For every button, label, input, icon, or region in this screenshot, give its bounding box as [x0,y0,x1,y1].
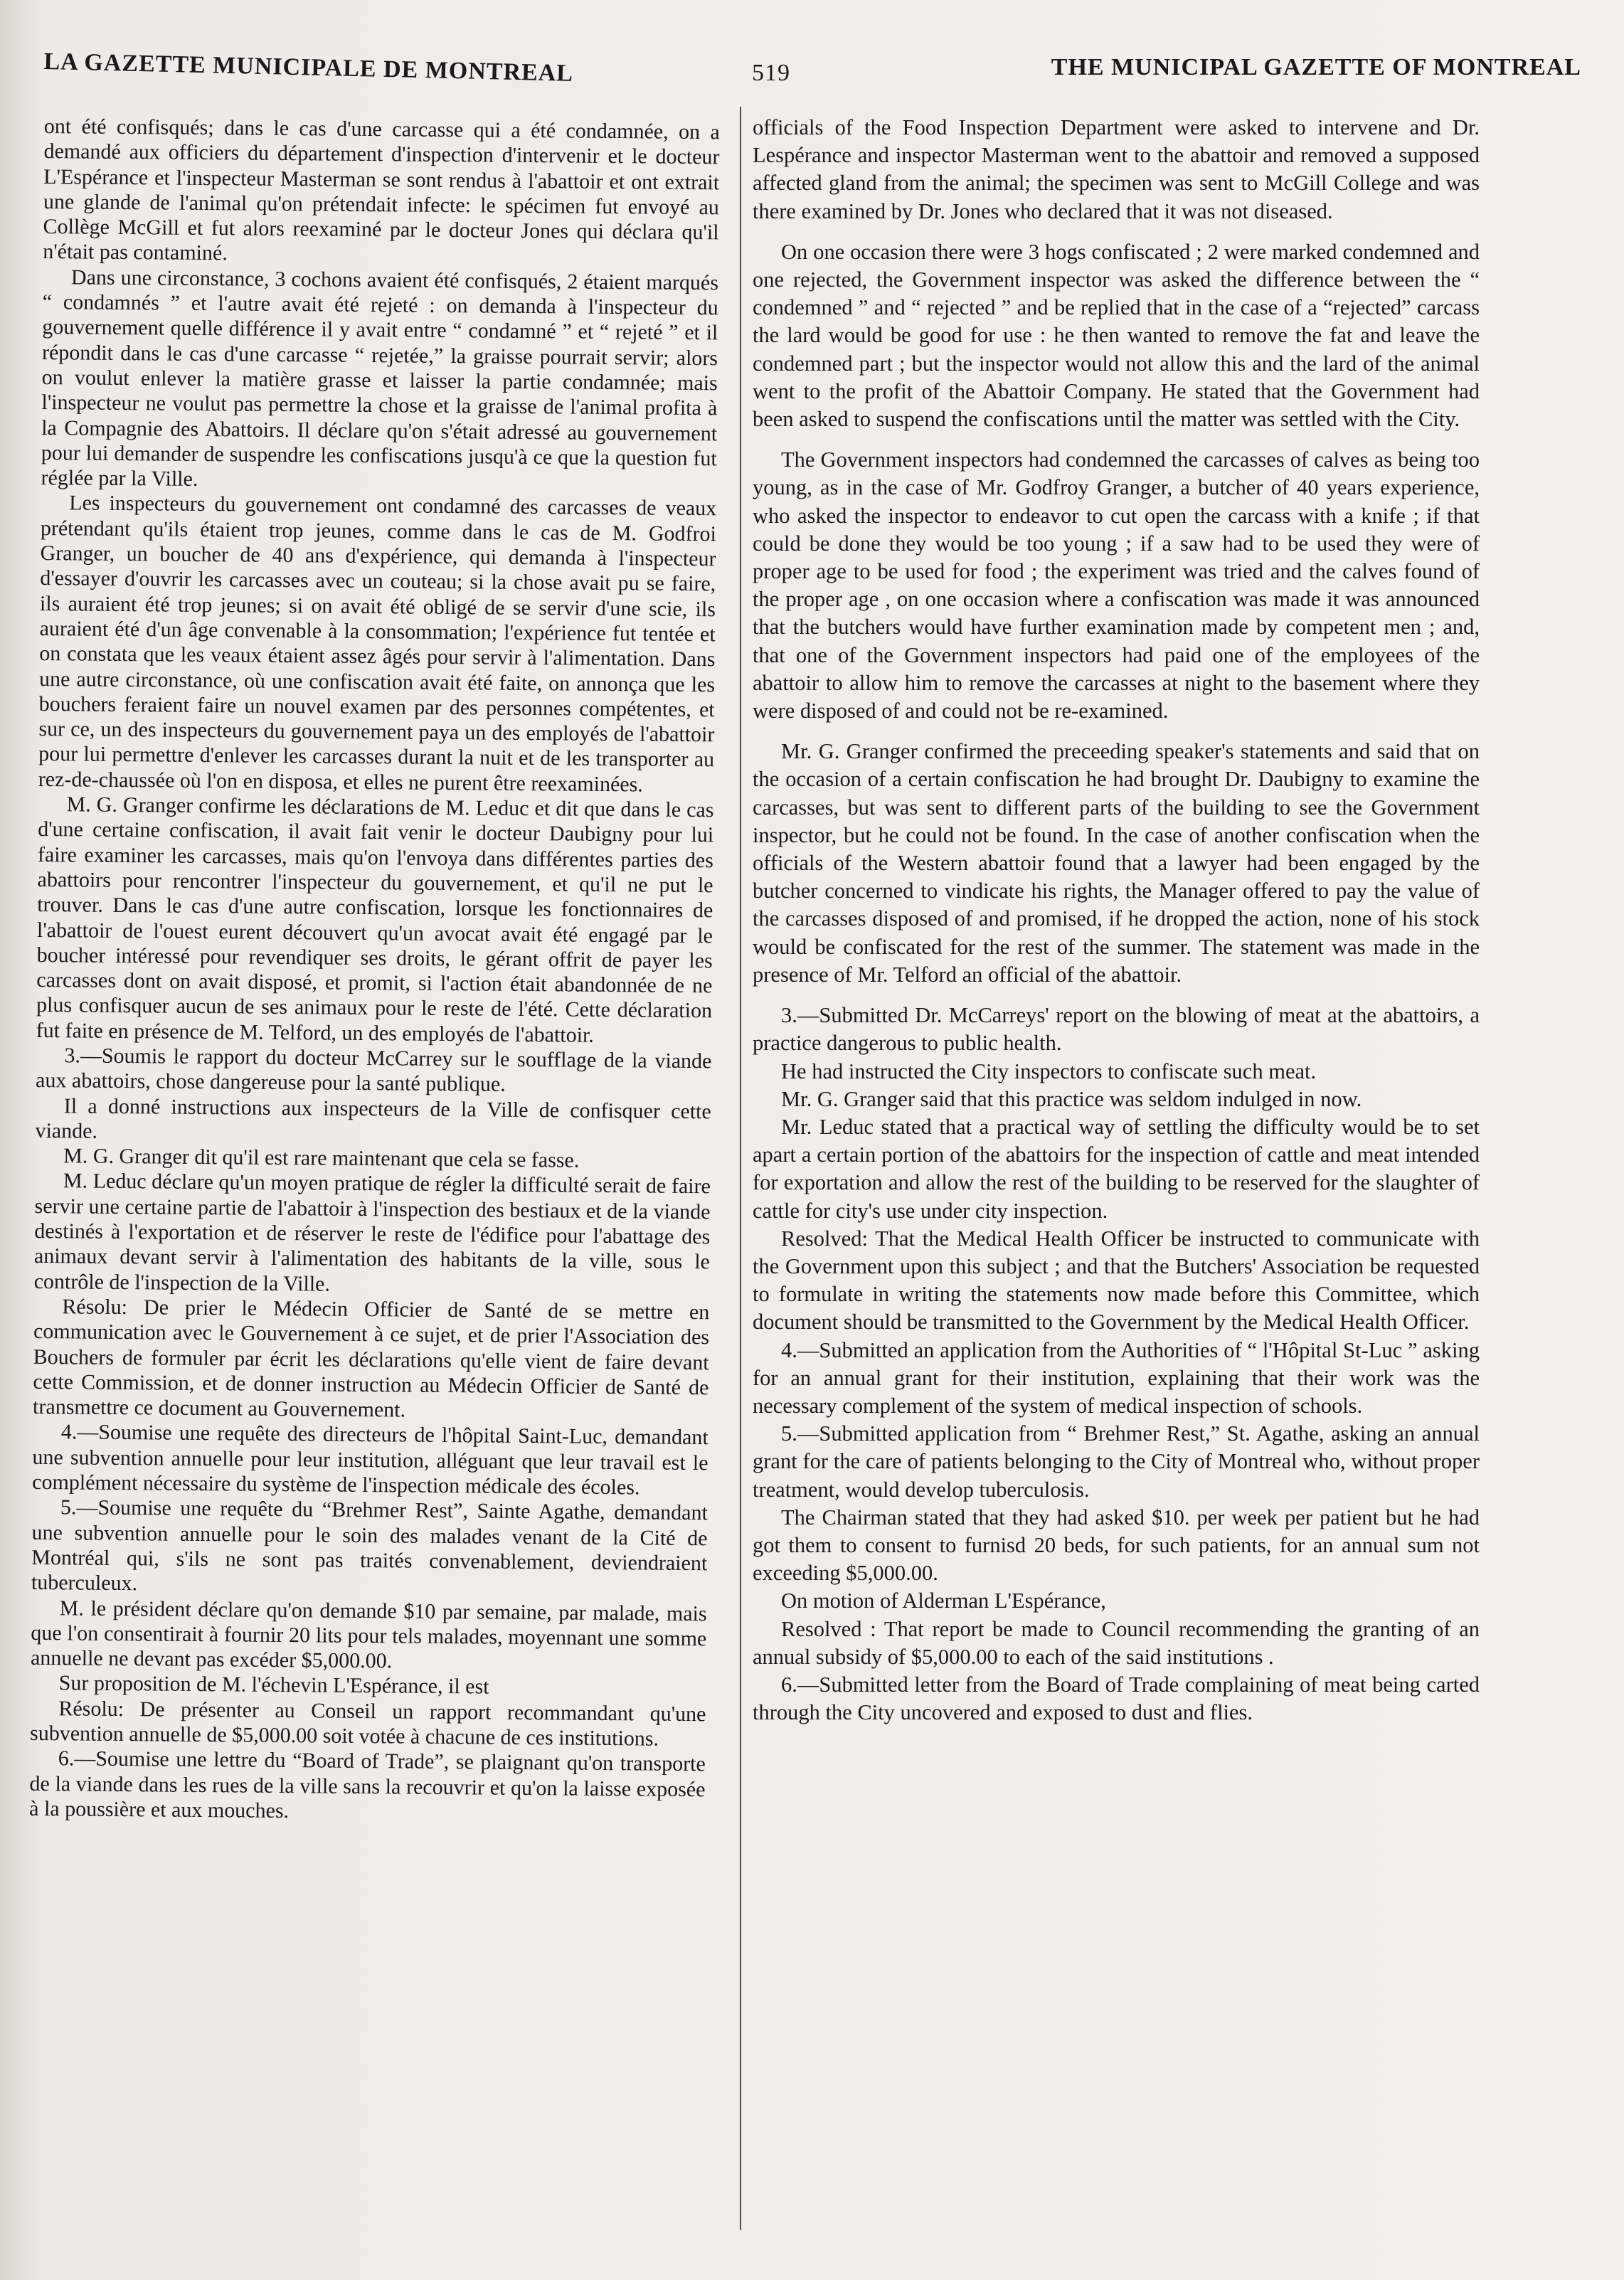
fr-paragraph: ont été confisqués; dans le cas d'une carcasse qui a été condamnée, on a demandé aux officiers du département d'inspection d'intervenir et le docteur L'Espérance et l'inspecteur Masterman se sont rendus à l'abattoir et ont extrait une glande de l'animal qu'on prétendait infecte: le spécimen fut envoyé au Collège McGill et fut alors reexaminé par le docteur Jones qui déclara qu'il n'était pas contaminé. [43,114,720,265]
english-column [753,114,1480,1727]
column-divider [740,107,741,2230]
page-header [44,44,1581,94]
en-resolution: Resolved: That the Medical Health Officer be instructed to communicate with the Government upon this subject ; and that the Butchers' Association be requested to formulate in writing the statements now made before this Committee, which document should be transmitted to the Government by the Medical Health Officer. [753,1226,1480,1335]
en-paragraph: Mr. G. Granger said that this practice was seldom indulged in now. [781,1086,1362,1111]
fr-item-6: 6.—Soumise une lettre du “Board of Trade”, se plaignant qu'on transporte de la viande dans les rues de la ville sans la recouvrir et qu'on la laisse exposée à la poussière et aux mouches. [29,1746,706,1823]
en-item-3: 3.—Submitted Dr. McCarreys' report on the blowing of meat at the abattoirs, a practice dangerous to public health. [753,1003,1480,1056]
fr-resolution: Résolu: De prier le Médecin Officier de Santé de se mettre en communication avec le Gouvernement à ce sujet, et de prier l'Association des Bouchers de formuler par écrit les déclarations qu'elle vient de faire devant cette Commission, et de donner instruction au Médecin Officier de Santé de transmettre ce document au Gouvernement. [32,1295,710,1422]
fr-paragraph: M. G. Granger confirme les déclarations de M. Leduc et dit que dans le cas d'une certaine confiscation, il avait fait venir le docteur Daubigny pour lui faire examiner les carcasses, mais qu'on l'envoya dans différentes parties des abattoirs pour rencontrer l'inspecteur du gouvernement, et qu'il ne put le trouver. Dans le cas d'une autre confiscation, lorsque les fonctionnaires de l'abattoir de l'ouest eurent découvert qu'un avocat avait été engagé par le boucher intéressé pour revendiquer ses droits, le gérant offrit de payer les carcasses dont on avait disposé, et promit, si l'action était abandonnée de ne plus confisquer aucun de ses animaux pour le reste de l'été. Cette déclaration fut faite en présence de M. Telford, un des employés de l'abattoir. [36,792,714,1047]
fr-paragraph: Sur proposition de M. l'échevin L'Espérance, il est [58,1671,489,1699]
en-paragraph: He had instructed the City inspectors to confiscate such meat. [781,1059,1317,1083]
en-paragraph: The Chairman stated that they had asked $10. per week per patient but he had got them to consent to furnisd 20 beds, for such patients, for an annual sum not exceeding $5,000.00. [753,1505,1480,1586]
fr-resolution: Résolu: De présenter au Conseil un rapport recommandant qu'une subvention annuelle de $5,000.00 soit votée à chacune de ces institutions. [29,1696,706,1751]
header-french-title: LA GAZETTE MUNICIPALE DE MONTREAL [43,48,574,87]
fr-paragraph: M. Leduc déclare qu'un moyen pratique de régler la difficulté serait de faire servir une certaine partie de l'abattoir à l'inspection des bestiaux et de la viande destinés à l'exportation et de réserver le reste de l'édifice pour l'abattage des animaux devant servir à l'alimentation des habitants de la ville, sous le contrôle de l'inspection de la Ville. [33,1169,711,1296]
page-number: 519 [752,60,790,86]
en-paragraph: On one occasion there were 3 hogs confiscated ; 2 were marked condemned and one rejected, the Government inspector was asked the difference between the “ condemned ” and “ rejected ” and be replied that in the case of a “rejected” carcass the lard would be good for use : he then wanted to remove the fat and leave the condemned part ; but the inspector would not allow this and the lard of the animal went to the profit of the Abattoir Company. He stated that the Government had been asked to suspend the confiscations until the matter was settled with the City. [753,239,1480,432]
french-column [29,114,720,1827]
en-paragraph: The Government inspectors had condemned the carcasses of calves as being too young, as in the case of Mr. Godfroy Granger, a butcher of 40 years experience, who asked the inspector to endeavor to cut open the carcass with a knife ; if that could be done they would be too young ; if a saw had to be used they were of proper age to be used for food ; the experiment was tried and the calves found of the proper age , on one occasion where a confiscation was made it was announced that the butchers would have further examination made by competent men ; and, that one of the Government inspectors had paid one of the employees of the abattoir to allow him to remove the carcasses at night to the basement where they were disposed of and could not be re-examined. [753,447,1480,723]
fr-paragraph: Les inspecteurs du gouvernement ont condamné des carcasses de veaux prétendant qu'ils étaient trop jeunes, comme dans le cas de M. Godfroi Granger, un boucher de 40 ans d'expérience, qui demanda à l'inspecteur d'essayer d'ouvrir les carcasses avec un couteau; si la chose avait pu se faire, ils auraient été trop jeunes; si on avait été obligé de se servir d'une scie, ils auraient été d'un âge convenable à la consommation; l'expérience fut tentée et on constata que les veaux étaient assez âgés pour servir à l'alimentation. Dans une autre circonstance, où une confiscation avait été faite, on annonça que les bouchers feraient faire un nouvel examen par des personnes compétentes, et sur ce, un des inspecteurs du gouvernement paya un des employés de l'abattoir pour lui permettre d'enlever les carcasses durant la nuit et de les transporter au rez-de-chaussée où l'on en disposa, et elles ne purent être reexaminées. [38,491,717,797]
en-paragraph: officials of the Food Inspection Department were asked to intervene and Dr. Lespérance and inspector Masterman went to the abattoir and removed a supposed affected gland from the animal; the specimen was sent to McGill College and was there examined by Dr. Jones who declared that it was not diseased. [753,115,1480,223]
en-item-4: 4.—Submitted an application from the Authorities of “ l'Hôpital St-Luc ” asking for an annual grant for their institution, explaining that their work was the necessary complement of the system of medical inspection of schools. [753,1337,1480,1418]
fr-paragraph: M. le président déclare qu'on demande $10 par semaine, par malade, mais que l'on consentirait à fournir 20 lits pour tels malades, moyennant une somme annuelle ne devant pas excéder $5,000.00. [30,1596,707,1673]
fr-item-4: 4.—Soumise une requête des directeurs de l'hôpital Saint-Luc, demandant une subvention annuelle pour leur institution, alléguant que leur travail est le complément nécessaire du système de l'inspection médicale des écoles. [32,1420,708,1500]
en-paragraph: Mr. Leduc stated that a practical way of settling the difficulty would be to set apart a certain portion of the abattoirs for the inspection of cattle and meat intended for exportation and allow the rest of the building to be reserved for the slaughter of cattle for city's use under city inspection. [753,1114,1480,1223]
en-resolution: Resolved : That report be made to Council recommending the granting of an annual subsidy of $5,000.00 to each of the said institutions . [753,1616,1480,1669]
fr-paragraph: Dans une circonstance, 3 cochons avaient été confisqués, 2 étaient marqués “ condamnés ” et l'autre avait été rejeté : on demanda à l'inspecteur du gouvernement quelle différence il y avait entre “ condamné ” et “ rejeté ” et il répondit dans le cas d'une carcasse “ rejetée,” la graisse pourrait servir; alors on voulut enlever la matière grasse et laisser la partie condamnée; mais l'inspecteur ne voulut pas permettre la chose et la graisse de l'animal profita à la Compagnie des Abattoirs. Il déclare qu'on s'était adressé au gouvernement pour lui demander de suspendre les confiscations jusqu'à ce que la question fut réglée par la Ville. [41,265,719,492]
en-paragraph: On motion of Alderman L'Espérance, [781,1589,1106,1613]
en-paragraph: Mr. G. Granger confirmed the preceeding speaker's statements and said that on the occasion of a certain confiscation he had brought Dr. Daubigny to examine the carcasses, but was sent to different parts of the building to see the Government inspector, but he could not be found. In the case of another confiscation when the officials of the Western abattoir found that a lawyer had been engaged by the butcher concerned to vindicate his rights, the Manager offered to pay the value of the carcasses disposed of and promised, if he dropped the action, none of his stock would be confiscated for the rest of the summer. The statement was made in the presence of Mr. Telford an official of the abattoir. [753,739,1480,987]
fr-paragraph: Il a donné instructions aux inspecteurs de la Ville de confisquer cette viande. [35,1093,711,1143]
en-item-6: 6.—Submitted letter from the Board of Trade complaining of meat being carted through the City uncovered and exposed to dust and flies. [753,1672,1480,1725]
header-english-title: THE MUNICIPAL GAZETTE OF MONTREAL [1051,54,1581,80]
fr-item-5: 5.—Soumise une requête du “Brehmer Rest”, Sainte Agathe, demandant une subvention annuelle pour le soin des malades venant de la Cité de Montréal qui, s'ils ne sont pas traités convenablement, deviendraient tuberculeux. [31,1495,708,1596]
en-item-5: 5.—Submitted application from “ Brehmer Rest,” St. Agathe, asking an annual grant for the care of patients belonging to the City of Montreal who, without proper treatment, would develop tuberculosis. [753,1421,1480,1502]
fr-item-3: 3.—Soumis le rapport du docteur McCarrey sur le soufflage de la viande aux abattoirs, chose dangereuse pour la santé publique. [35,1044,712,1096]
fr-paragraph: M. G. Granger dit qu'il est rare maintenant que cela se fasse. [63,1144,580,1172]
